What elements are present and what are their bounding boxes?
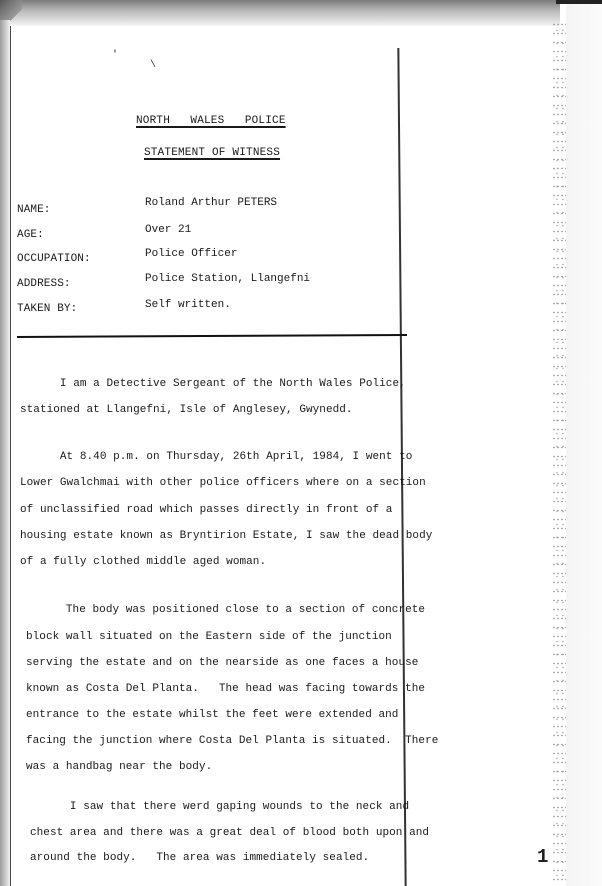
paragraph-3-line: block wall situated on the Eastern side of the junction <box>26 631 392 643</box>
paragraph-3-line: serving the estate and on the nearside as one faces a house <box>26 657 419 669</box>
paragraph-3-line: facing the junction where Costa Del Planta is situated. There <box>26 735 439 747</box>
paragraph-3-line: entrance to the estate whilst the feet were extended and <box>26 709 399 721</box>
paragraph-1-line: stationed at Llangefni, Isle of Anglesey, Gwynedd. <box>20 404 353 416</box>
field-value-address: Police Station, Llangefni <box>145 273 311 285</box>
scan-right-margin <box>566 4 602 886</box>
header-divider <box>17 334 407 338</box>
left-border-rule <box>10 26 11 886</box>
field-label-taken-by: TAKEN BY: <box>17 303 78 315</box>
paragraph-4-line: chest area and there was a great deal of blood both upon and <box>30 827 430 839</box>
paragraph-2-line: Lower Gwalchmai with other police officers where on a section <box>20 477 426 489</box>
paragraph-4-line: around the body. The area was immediately sealed. <box>30 852 370 864</box>
field-value-occupation: Police Officer <box>145 248 238 260</box>
org-heading: NORTH WALES POLICE <box>136 115 286 127</box>
field-label-age: AGE: <box>17 229 44 241</box>
paragraph-2-line: of a fully clothed middle aged woman. <box>20 556 267 568</box>
field-value-age: Over 21 <box>145 224 192 236</box>
field-label-address: ADDRESS: <box>17 278 71 290</box>
paragraph-3-line: was a handbag near the body. <box>26 761 213 773</box>
page-number: 1 <box>537 846 549 868</box>
right-margin-rule <box>397 48 406 886</box>
scan-top-shadow <box>0 0 560 26</box>
paragraph-4-line: I saw that there werd gaping wounds to the neck and <box>30 801 410 813</box>
stray-mark: \ <box>150 60 157 71</box>
paragraph-3-line: known as Costa Del Planta. The head was facing towards the <box>26 683 426 695</box>
paragraph-2-line: of unclassified road which passes directly in front of a <box>20 504 393 516</box>
scan-binding-speckle <box>552 20 566 886</box>
scan-left-edge <box>0 20 10 886</box>
paragraph-3-line: The body was positioned close to a section of concrete <box>26 604 426 616</box>
field-label-occupation: OCCUPATION: <box>17 253 91 265</box>
form-title: STATEMENT OF WITNESS <box>144 147 281 159</box>
field-label-name: NAME: <box>17 204 51 216</box>
field-value-name: Roland Arthur PETERS <box>145 197 278 209</box>
paragraph-2-line: At 8.40 p.m. on Thursday, 26th April, 1984, I went to <box>20 451 413 463</box>
paragraph-2-line: housing estate known as Bryntirion Estate, I saw the dead body <box>20 530 433 542</box>
field-value-taken-by: Self written. <box>145 299 231 311</box>
stray-mark: ' <box>112 50 119 61</box>
paragraph-1-line: I am a Detective Sergeant of the North Wales Police, <box>20 378 406 390</box>
